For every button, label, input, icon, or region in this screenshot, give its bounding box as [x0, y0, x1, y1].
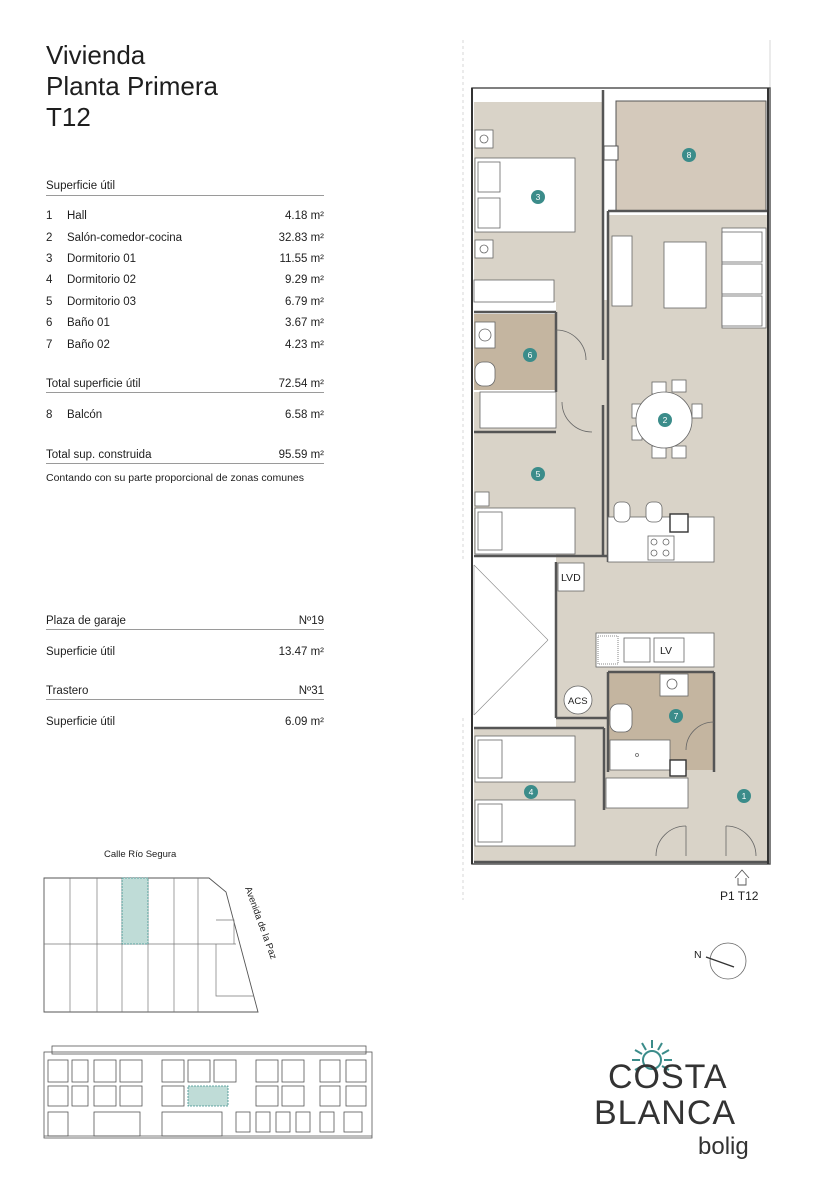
room-area: 4.23 m²: [285, 339, 324, 351]
garage-area-label: Superficie útil: [46, 646, 116, 658]
storage-number: Nº31: [298, 685, 324, 697]
room-number: 7: [46, 339, 53, 351]
room-number: 8: [46, 409, 53, 421]
costa-blanca-logo: [590, 1040, 770, 1170]
floor-plan: [462, 88, 770, 885]
room-number: 2: [46, 232, 53, 244]
room-number: 3: [46, 253, 53, 265]
building-elevation: [44, 1046, 372, 1138]
room-name: Dormitorio 01: [67, 253, 137, 265]
garage-label: Plaza de garaje: [46, 615, 126, 627]
total-built-label: Total sup. construida: [46, 449, 152, 461]
marker-1-label: 1: [741, 791, 747, 801]
north-arrow: [694, 943, 746, 979]
room-area: 9.29 m²: [285, 274, 324, 286]
room-area: 6.79 m²: [285, 296, 324, 308]
built-note: Contando con su parte proporcional de zonas comunes: [46, 472, 304, 484]
title-line-1: Vivienda: [46, 40, 146, 70]
total-useful-label: Total superficie útil: [46, 378, 141, 390]
title-line-3: T12: [46, 102, 91, 132]
entrance-arrow-icon: [735, 870, 749, 885]
surface-heading: Superficie útil: [46, 180, 324, 196]
logo-line-3: bolig: [698, 1133, 749, 1160]
lv-label: LV: [660, 645, 673, 657]
room-area: 11.55 m²: [279, 253, 324, 265]
unit-label: P1 T12: [720, 889, 759, 903]
site-plan: [44, 878, 258, 1012]
room-name: Baño 02: [67, 339, 110, 351]
room-name: Salón-comedor-cocina: [67, 232, 183, 244]
street-top-label: Calle Río Segura: [104, 849, 177, 860]
north-label: N: [694, 949, 702, 961]
room-area: 3.67 m²: [285, 317, 324, 329]
street-side-label: Avenida de la Paz: [242, 885, 279, 961]
room-number: 5: [46, 296, 53, 308]
room-number: 4: [46, 274, 53, 286]
room-number: 6: [46, 317, 53, 329]
room-name: Dormitorio 03: [67, 296, 137, 308]
room-name: Balcón: [67, 409, 103, 421]
lvd-label: LVD: [561, 572, 581, 584]
room-area: 32.83 m²: [278, 232, 324, 244]
marker-6-label: 6: [527, 350, 533, 360]
room-name: Dormitorio 02: [67, 274, 137, 286]
storage-area-value: 6.09 m²: [285, 716, 324, 728]
marker-2-label: 2: [662, 415, 668, 425]
storage-label: Trastero: [46, 685, 89, 697]
room-number: 1: [46, 210, 53, 222]
marker-8-label: 8: [686, 150, 692, 160]
logo-line-1: COSTA: [608, 1058, 728, 1096]
marker-7-label: 7: [673, 711, 679, 721]
title-line-2: Planta Primera: [46, 71, 218, 101]
room-area: 4.18 m²: [285, 210, 324, 222]
storage-area-label: Superficie útil: [46, 716, 116, 728]
room-name: Hall: [67, 210, 87, 222]
room-name: Baño 01: [67, 317, 110, 329]
garage-number: Nº19: [298, 615, 324, 627]
logo-line-2: BLANCA: [594, 1094, 737, 1132]
marker-4-label: 4: [528, 787, 534, 797]
marker-5-label: 5: [535, 469, 541, 479]
marker-3-label: 3: [535, 192, 541, 202]
room-area: 6.58 m²: [285, 409, 324, 421]
total-useful-value: 72.54 m²: [278, 378, 324, 390]
acs-label: ACS: [568, 696, 588, 707]
total-built-value: 95.59 m²: [278, 449, 324, 461]
garage-area-value: 13.47 m²: [278, 646, 324, 658]
